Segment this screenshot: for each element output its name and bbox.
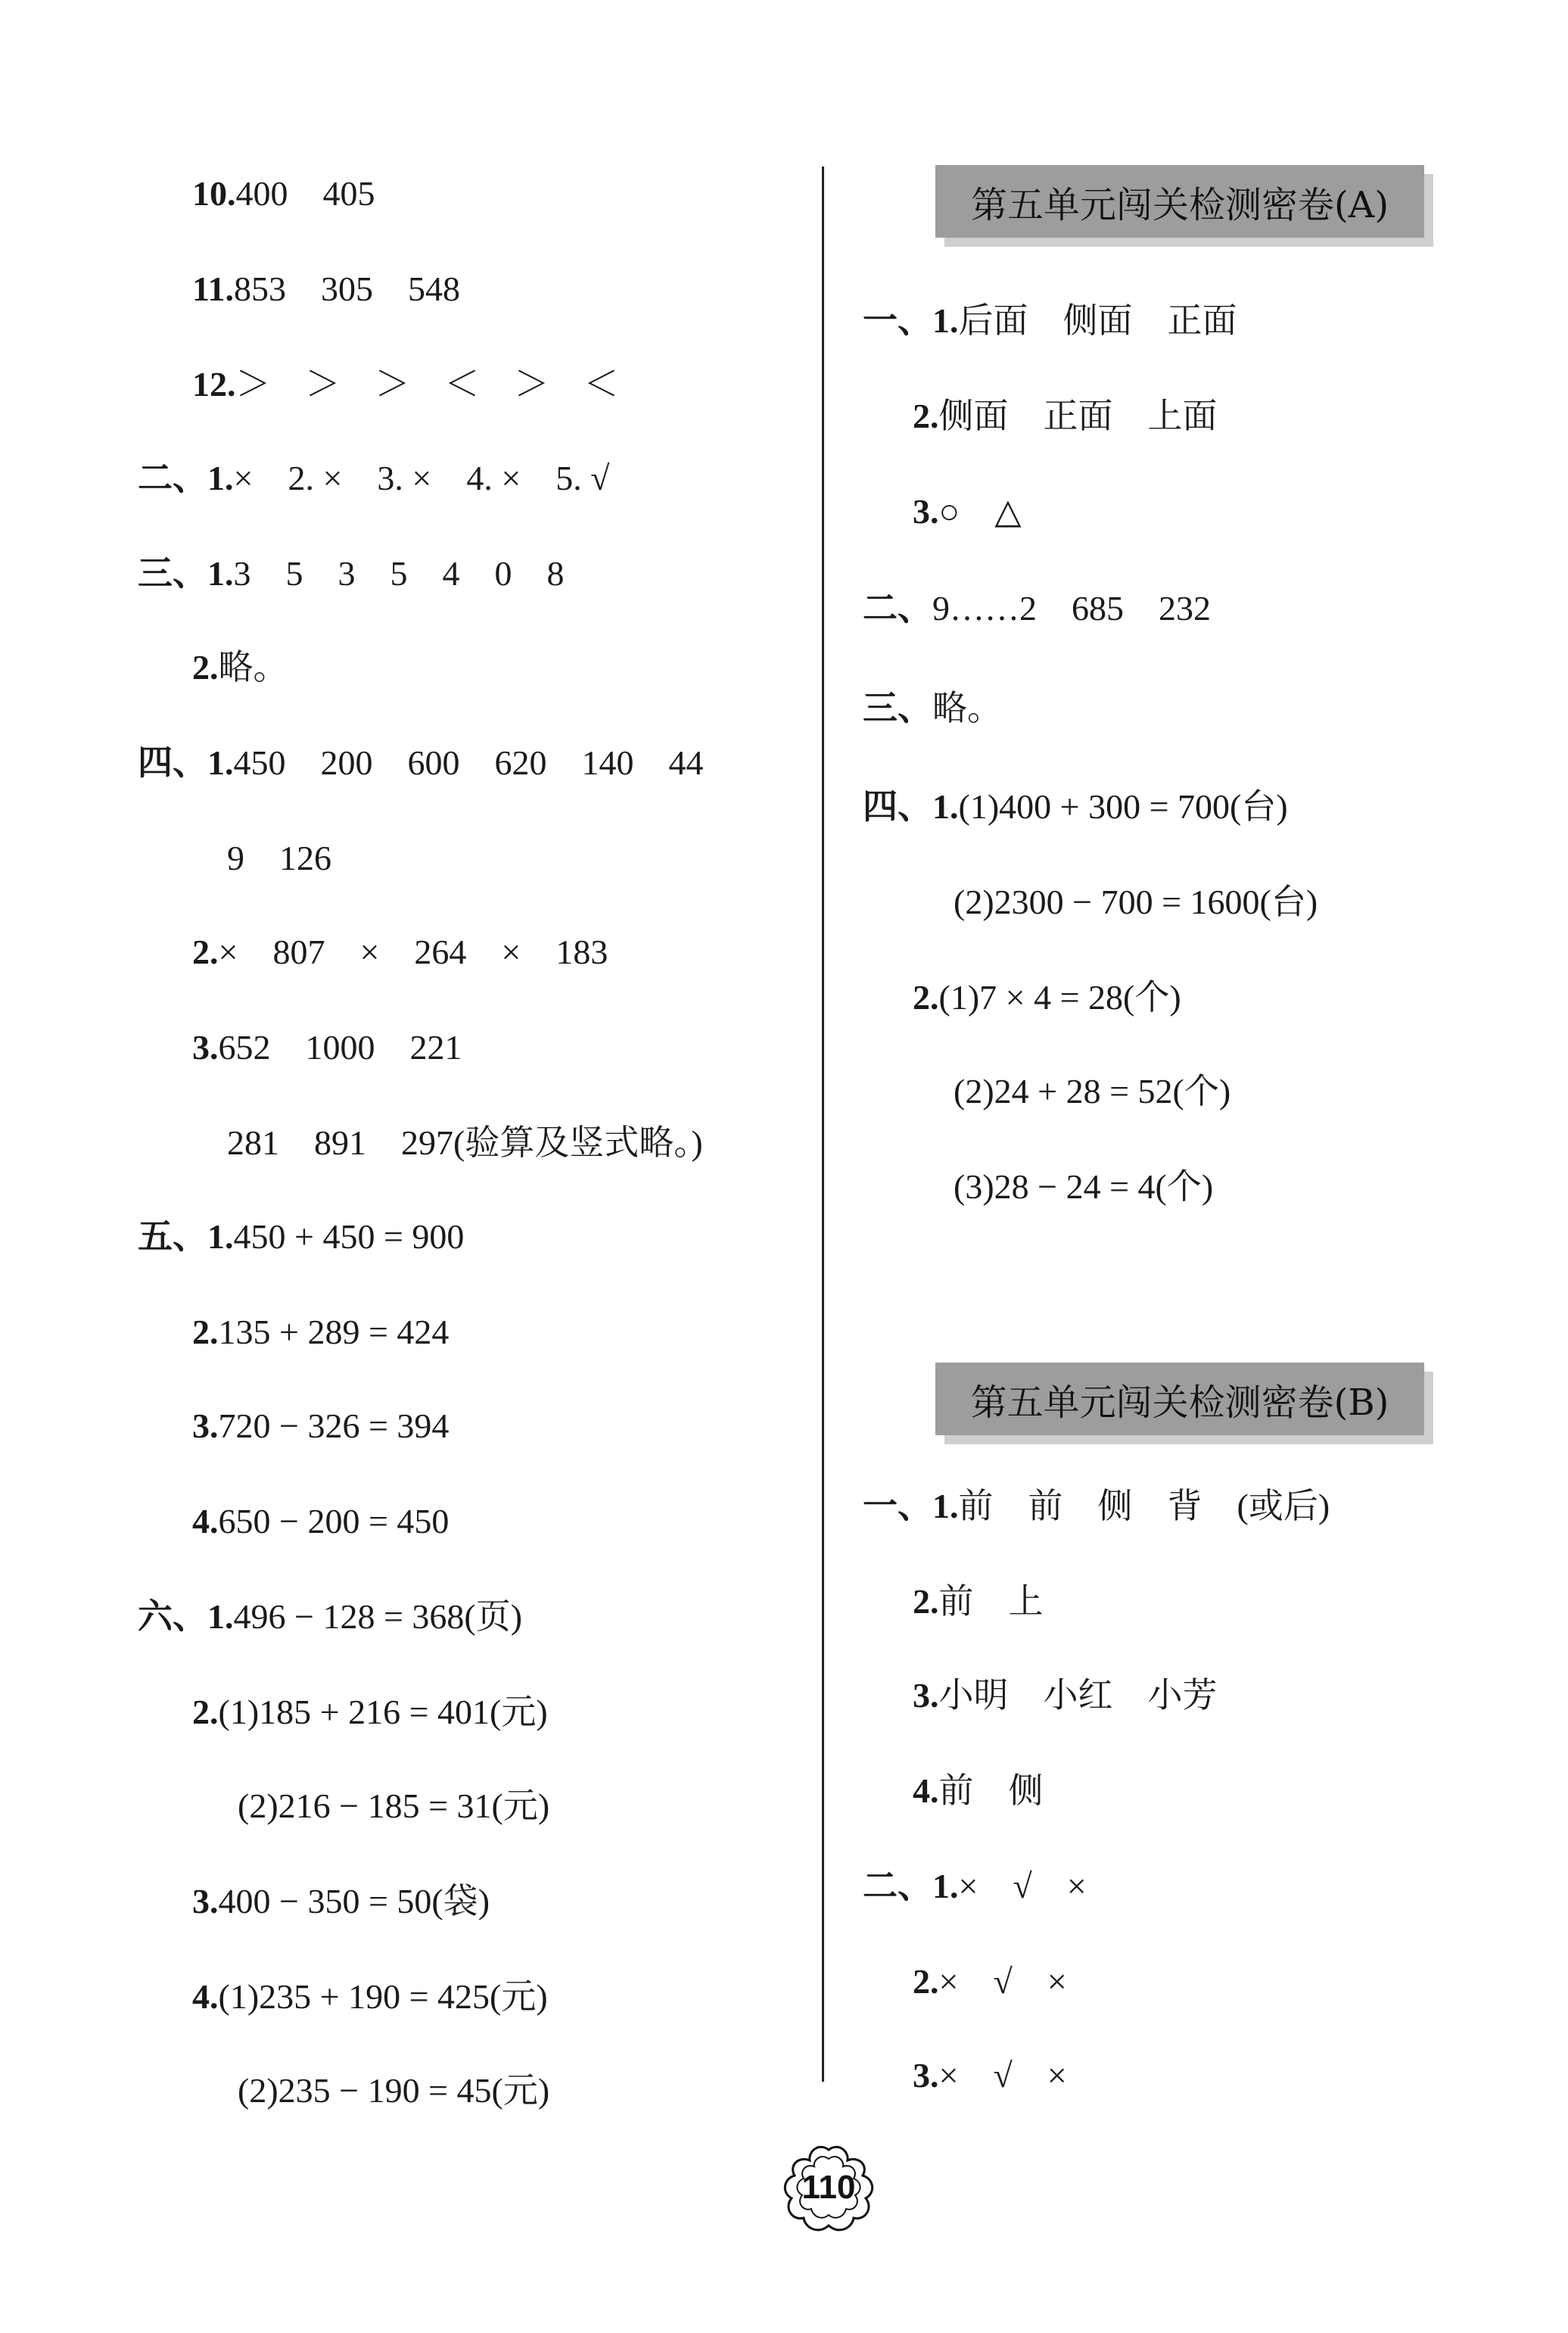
answer-text: (2)216 − 185 = 31(元) [238, 1786, 550, 1825]
item-number: 2. [913, 978, 939, 1017]
answer-text: 720 − 326 = 394 [218, 1406, 450, 1445]
item-number: 一、1. [863, 1487, 959, 1525]
answer-line [192, 362, 619, 407]
answer-line [192, 1310, 449, 1355]
answer-line [954, 1069, 1230, 1114]
answer-text: 400 − 350 = 50(袋) [218, 1882, 490, 1920]
answer-text: 小明 小红 小芳 [938, 1676, 1218, 1715]
answer-text: × 2. × 3. × 4. × 5. √ [233, 459, 610, 497]
answer-text: × 807 × 264 × 183 [218, 933, 608, 971]
answer-line [863, 586, 1211, 631]
answer-line [863, 298, 1237, 344]
answer-line [192, 1974, 548, 2020]
answer-text: 652 1000 221 [218, 1028, 462, 1067]
item-number: 2. [192, 1313, 219, 1351]
answer-text: 650 − 200 = 450 [218, 1502, 450, 1540]
item-number: 二、 [863, 589, 932, 628]
item-number: 11. [192, 269, 234, 308]
item-number: 二、1. [138, 459, 234, 497]
answer-text: ○ △ [938, 492, 1022, 531]
answer-text: × √ × [938, 2056, 1067, 2095]
answer-line [138, 740, 704, 786]
answer-line [138, 1594, 522, 1640]
answer-text: × √ × [938, 1962, 1067, 2001]
column-divider [822, 167, 824, 2082]
page-number-badge [779, 2142, 878, 2233]
answer-text: 前 上 [938, 1582, 1044, 1621]
answer-text: 3 5 3 5 4 0 8 [233, 554, 565, 593]
answer-text: (1)185 + 216 = 401(元) [218, 1693, 548, 1731]
item-number: 4. [192, 1502, 219, 1540]
answer-text: (3)28 − 24 = 4(个) [954, 1167, 1214, 1206]
item-number: 3. [913, 1676, 939, 1715]
answer-line [192, 1690, 548, 1735]
item-number: 3. [913, 2056, 939, 2095]
item-number: 二、1. [863, 1867, 959, 1905]
answer-text: (1)7 × 4 = 28(个) [938, 978, 1181, 1017]
answer-line [913, 489, 1022, 534]
section-b-title: 第五单元闯关检测密卷(B) [970, 1381, 1389, 1424]
item-number: 五、1. [138, 1217, 234, 1256]
section-b-title-banner [935, 1363, 1424, 1435]
answer-text: 前 前 侧 背 (或后) [958, 1487, 1330, 1525]
answer-text: 450 + 450 = 900 [233, 1217, 465, 1256]
answer-line [913, 975, 1181, 1020]
answer-text: (1)400 + 300 = 700(台) [958, 787, 1288, 826]
answer-line [913, 394, 1218, 439]
answer-text: 135 + 289 = 424 [218, 1313, 450, 1351]
answer-text: × √ × [958, 1867, 1087, 1905]
item-number: 2. [913, 397, 939, 435]
answer-line [138, 1214, 464, 1260]
item-number: 2. [913, 1962, 939, 2001]
answer-text: 281 891 297(验算及竖式略。) [227, 1123, 703, 1162]
answer-line [192, 171, 375, 216]
answer-text: 9……2 685 232 [932, 589, 1211, 628]
item-number: 四、1. [138, 743, 234, 782]
answer-line [913, 1673, 1218, 1718]
item-number: 2. [192, 933, 219, 971]
answer-line [863, 1484, 1330, 1529]
item-number: 三、 [863, 689, 932, 727]
item-number: 12. [192, 365, 236, 403]
item-number: 2. [913, 1582, 939, 1621]
section-a-title-banner [935, 165, 1424, 238]
answer-line [863, 784, 1288, 830]
answer-line [238, 1783, 549, 1829]
answer-text: ＞ ＞ ＞ ＜ ＞ ＜ [235, 365, 619, 403]
answer-line [238, 2068, 549, 2113]
answer-line [954, 1164, 1213, 1210]
answer-text: 400 405 [235, 174, 375, 213]
answer-line [863, 1864, 1087, 1909]
item-number: 4. [913, 1771, 939, 1810]
item-number: 3. [913, 492, 939, 531]
answer-line [192, 930, 608, 975]
item-number: 六、1. [138, 1597, 234, 1636]
answer-text: 9 126 [227, 839, 331, 877]
answer-text: (2)235 − 190 = 45(元) [238, 2071, 550, 2110]
answer-text: 侧面 正面 上面 [938, 397, 1218, 435]
item-number: 四、1. [863, 787, 959, 826]
item-number: 3. [192, 1882, 219, 1920]
answer-text: 496 − 128 = 368(页) [233, 1597, 523, 1636]
answer-line [227, 836, 331, 881]
answer-text: 450 200 600 620 140 44 [233, 743, 704, 782]
answer-line [138, 551, 565, 596]
item-number: 4. [192, 1977, 219, 2016]
item-number: 2. [192, 1693, 219, 1731]
answer-line [192, 1499, 449, 1544]
item-number: 3. [192, 1028, 219, 1067]
answer-line [192, 1879, 490, 1924]
answer-text: (2)2300 − 700 = 1600(台) [954, 883, 1318, 921]
answer-text: 前 侧 [938, 1771, 1044, 1810]
answer-line [192, 1403, 449, 1449]
answer-line [192, 645, 288, 690]
answer-line [192, 1025, 462, 1070]
answer-text: 后面 侧面 正面 [958, 301, 1237, 340]
page-number: 110 [801, 2169, 856, 2206]
answer-line [863, 686, 1002, 731]
item-number: 一、1. [863, 301, 959, 340]
answer-text: 853 305 548 [233, 269, 460, 308]
item-number: 三、1. [138, 554, 234, 593]
answer-text: (1)235 + 190 = 425(元) [218, 1977, 548, 2016]
answer-text: 略。 [932, 689, 1002, 727]
answer-line [138, 456, 610, 501]
answer-line [913, 1959, 1067, 2004]
item-number: 10. [192, 174, 236, 213]
answer-line [913, 1768, 1044, 1814]
item-number: 2. [192, 648, 219, 687]
answer-line [227, 1120, 703, 1166]
answer-line [954, 880, 1318, 925]
item-number: 3. [192, 1406, 219, 1445]
answer-line [913, 1579, 1044, 1624]
answer-line [913, 2053, 1067, 2098]
answer-text: 略。 [218, 648, 288, 687]
answer-text: (2)24 + 28 = 52(个) [954, 1072, 1231, 1110]
answer-line [192, 266, 460, 312]
section-a-title: 第五单元闯关检测密卷(A) [970, 183, 1389, 226]
